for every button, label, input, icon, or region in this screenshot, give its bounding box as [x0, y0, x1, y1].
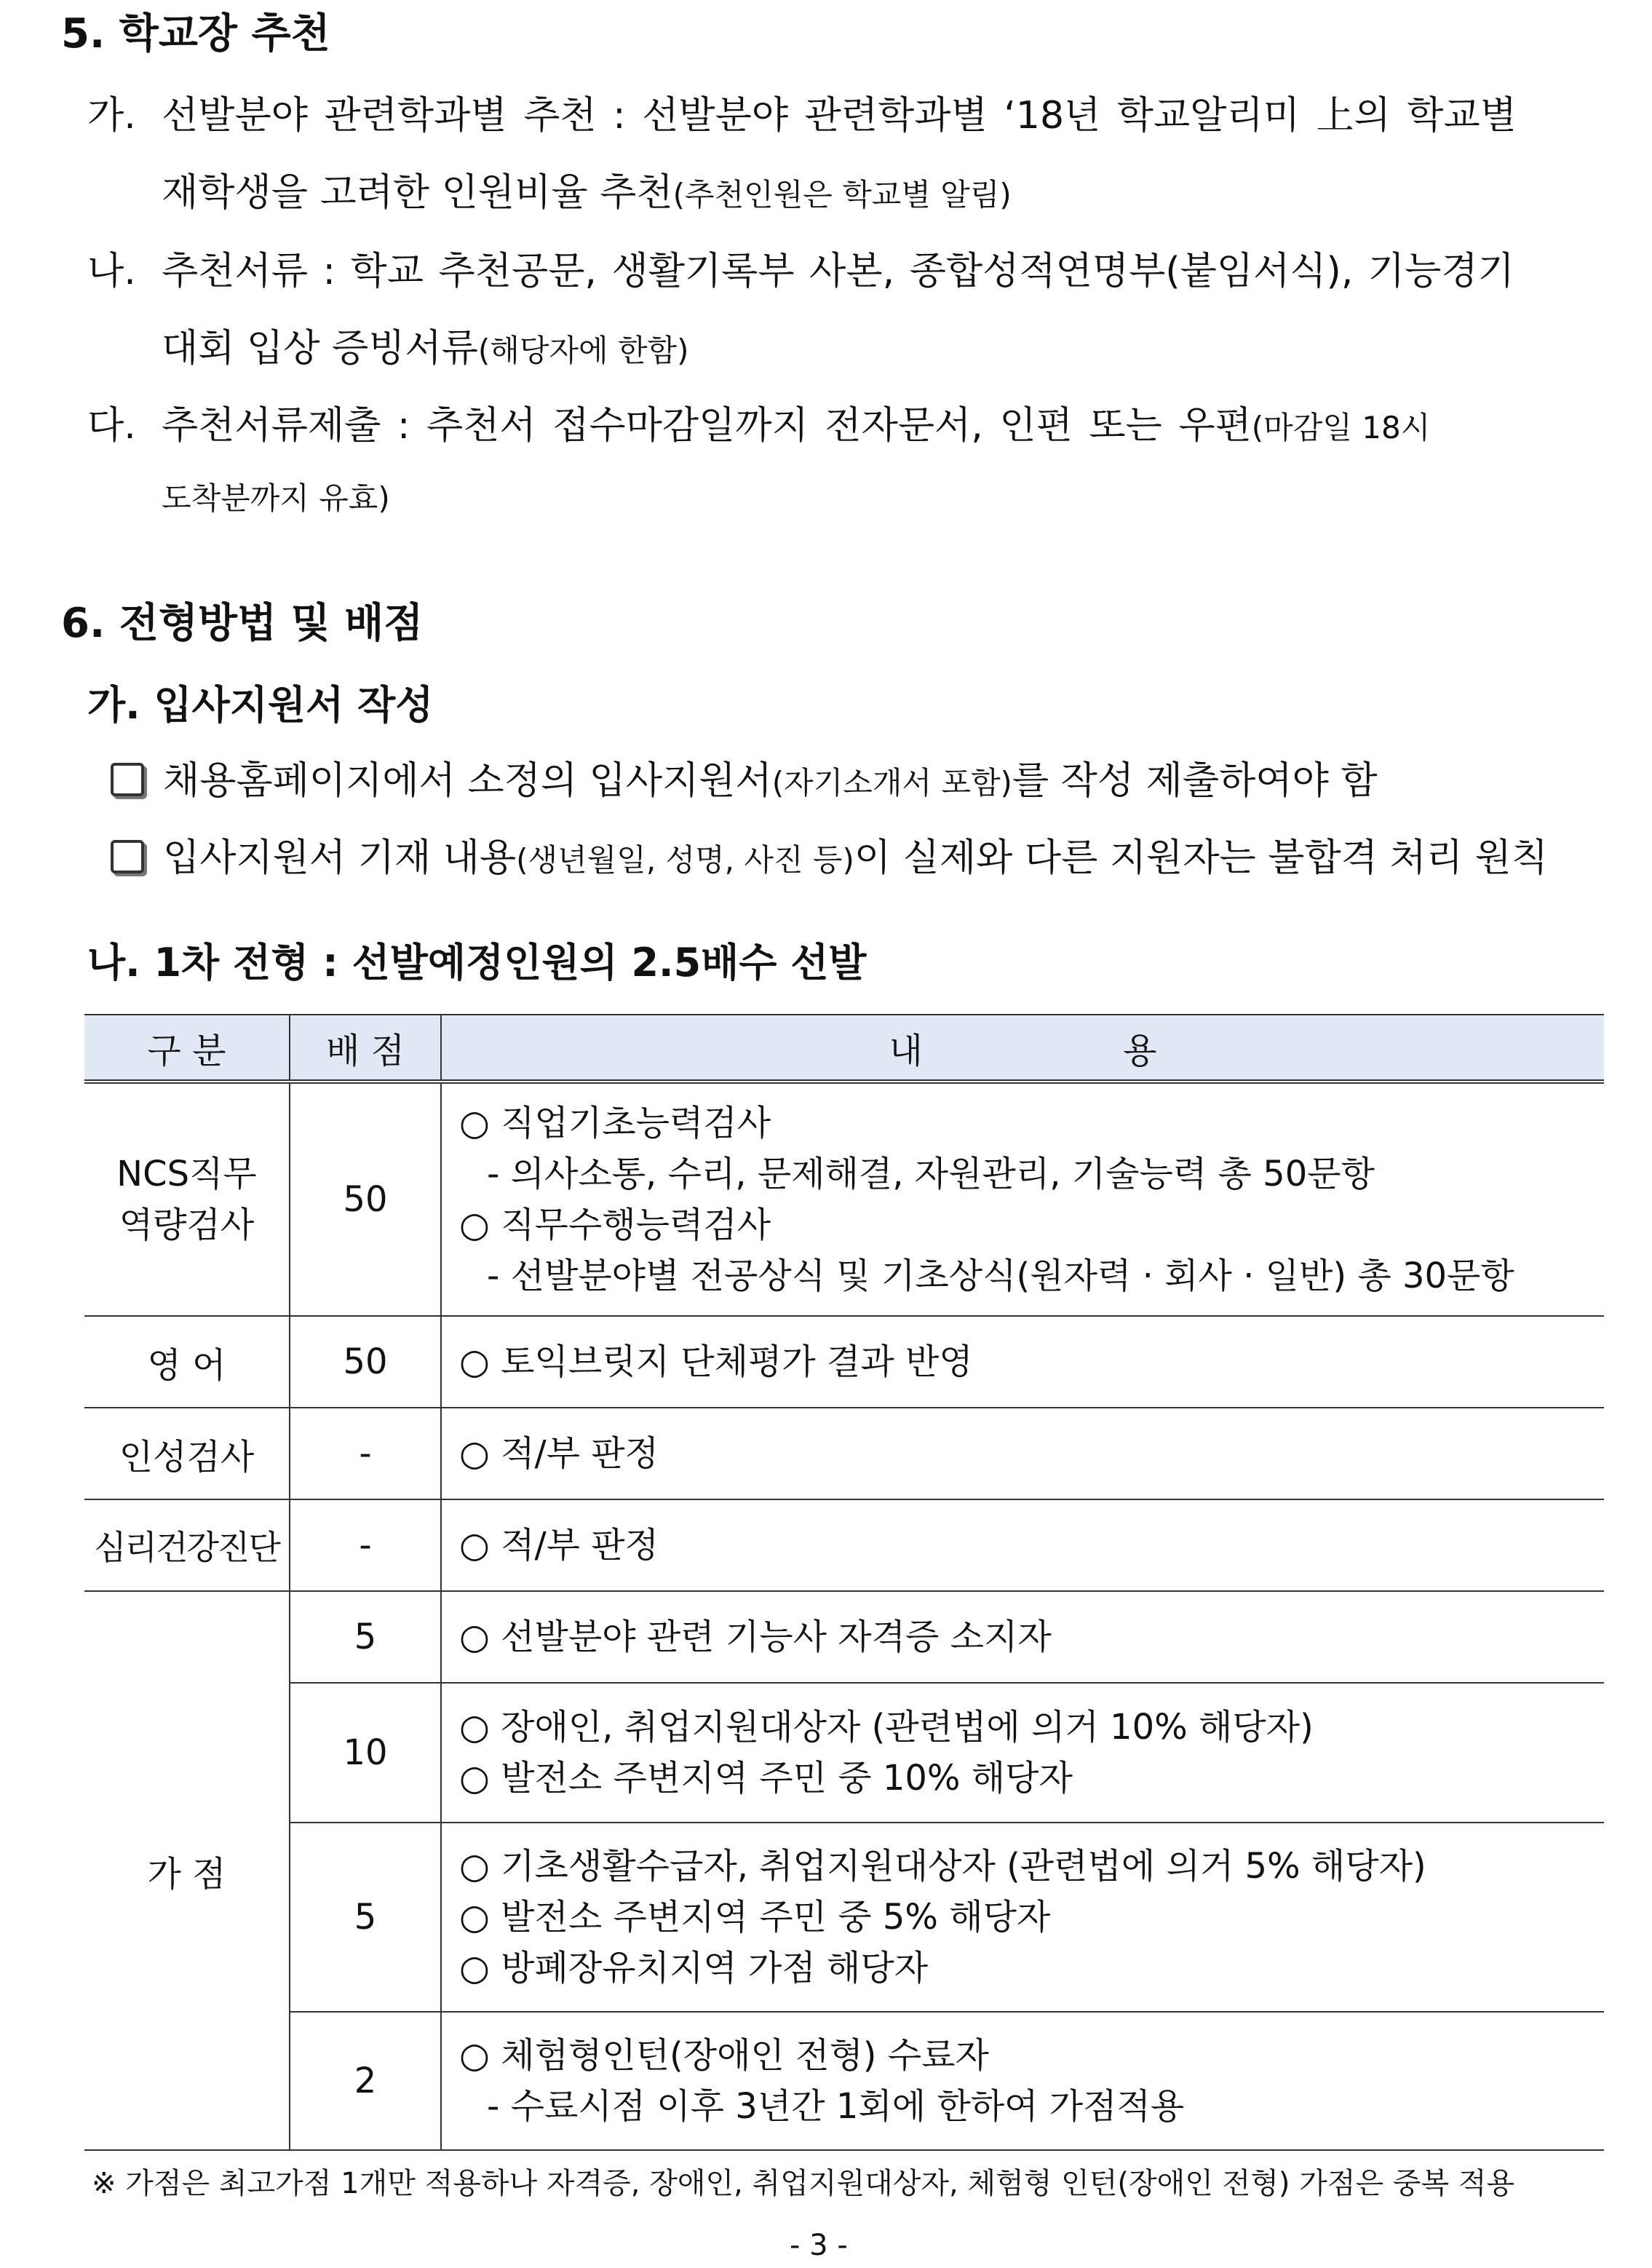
row-score: 50	[290, 1316, 441, 1408]
section5-ga-line2	[162, 162, 1012, 216]
section5-na-line2-main: 대회 입상 증빙서류	[162, 327, 478, 370]
header-score: 배 점	[290, 1015, 441, 1082]
row-content	[441, 1082, 1604, 1316]
section6-bullet2	[111, 827, 1548, 881]
section5-title: 5. 학교장 추천	[61, 10, 330, 58]
section6-bullet1	[111, 750, 1378, 804]
row-score: -	[290, 1499, 441, 1591]
section5-da-line2: 도착분까지 유효)	[162, 480, 390, 516]
row-content	[441, 1823, 1604, 2012]
table-row	[84, 2012, 1604, 2150]
section5-na-line2-small: (해당자에 한함)	[477, 333, 689, 368]
bullet1-main-b: 를 작성 제출하여야 함	[1012, 759, 1378, 803]
row-category: 인성검사	[84, 1408, 290, 1499]
row-content	[441, 1499, 1604, 1591]
content-line: - 수료시점 이후 3년간 1회에 한하여 가점적용	[487, 2086, 1185, 2127]
row-content	[441, 1408, 1604, 1499]
table-row	[84, 1591, 1604, 1683]
row-content	[441, 1316, 1604, 1408]
section5-da-label: 다.	[87, 404, 136, 448]
row-score: 2	[290, 2012, 441, 2150]
header-category: 구 분	[84, 1015, 290, 1082]
scoring-table	[84, 1014, 1604, 2151]
content-line: ○ 발전소 주변지역 주민 중 5% 해당자	[459, 1897, 1051, 1938]
table-row	[84, 1082, 1604, 1316]
row-content	[441, 1591, 1604, 1683]
table-row	[84, 1408, 1604, 1499]
row-score: 10	[290, 1683, 441, 1823]
section6-title: 6. 전형방법 및 배점	[61, 600, 424, 647]
bullet1-main-a: 채용홈페이지에서 소정의 입사지원서	[163, 759, 772, 803]
checkbox-bullet-icon	[111, 840, 144, 873]
table-header-row	[84, 1015, 1604, 1082]
section5-na-line2	[162, 317, 688, 372]
content-line: ○ 체험형인턴(장애인 전형) 수료자	[459, 2035, 989, 2076]
content-line: ○ 적/부 판정	[459, 1525, 659, 1566]
content-line: - 의사소통, 수리, 문제해결, 자원관리, 기술능력 총 50문항	[487, 1154, 1375, 1194]
section5-ga-line2-main: 재학생을 고려한 인원비율 추천	[162, 171, 673, 215]
content-line: ○ 직업기초능력검사	[459, 1103, 771, 1143]
content-line: ○ 적/부 판정	[459, 1433, 659, 1474]
table-row	[84, 1823, 1604, 2012]
row-category: 가 점	[84, 1591, 290, 2150]
table-row	[84, 1683, 1604, 1823]
bullet2-main-b: 이 실제와 다른 지원자는 불합격 처리 원칙	[854, 836, 1548, 880]
section5-ga-line1: 선발분야 관련학과별 추천 : 선발분야 관련학과별 ‘18년 학교알리미 上의 학교별	[162, 94, 1517, 138]
section5-ga-line2-small: (추천인원은 학교별 알림)	[672, 177, 1012, 213]
section5-da-line1-main: 추천서류제출 : 추천서 접수마감일까지 전자문서, 인편 또는 우편	[162, 404, 1252, 448]
content-line: ○ 선발분야 관련 기능사 자격증 소지자	[459, 1617, 1052, 1657]
row-score: 5	[290, 1823, 441, 2012]
content-line: - 선발분야별 전공상식 및 기초상식(원자력 · 회사 · 일반) 총 30문항	[487, 1256, 1514, 1296]
section5-da-line1-small: (마감일 18시	[1251, 410, 1431, 445]
footnote: ※ 가점은 최고가점 1개만 적용하나 자격증, 장애인, 취업지원대상자, 체험형 인턴(장애인 전형) 가점은 중복 적용	[92, 2167, 1515, 2200]
row-category: NCS직무 역량검사	[84, 1082, 290, 1316]
table-row	[84, 1316, 1604, 1408]
bullet2-small: (생년월일, 성명, 사진 등)	[516, 842, 854, 878]
row-content	[441, 1683, 1604, 1823]
checkbox-bullet-icon	[111, 763, 144, 796]
content-line: ○ 기초생활수급자, 취업지원대상자 (관련법에 의거 5% 해당자)	[459, 1846, 1426, 1887]
section6-na-title: 나. 1차 전형 : 선발예정인원의 2.5배수 선발	[87, 940, 867, 986]
row-content	[441, 2012, 1604, 2150]
row-score: 50	[290, 1082, 441, 1316]
row-score: 5	[290, 1591, 441, 1683]
content-line: ○ 토익브릿지 단체평가 결과 반영	[459, 1341, 973, 1382]
section5-na-label: 나.	[87, 250, 136, 293]
content-line: ○ 발전소 주변지역 주민 중 10% 해당자	[459, 1758, 1073, 1799]
header-content	[441, 1015, 1604, 1082]
row-category: 심리건강진단	[84, 1499, 290, 1591]
bullet2-main-a: 입사지원서 기재 내용	[163, 836, 517, 880]
table-row	[84, 1499, 1604, 1591]
header-content-label: 내 용	[889, 1030, 1157, 1071]
content-line: ○ 방폐장유치지역 가점 해당자	[459, 1948, 929, 1989]
bullet1-small: (자기소개서 포함)	[771, 765, 1012, 801]
content-line: ○ 직무수행능력검사	[459, 1205, 771, 1245]
row-category: 영 어	[84, 1316, 290, 1408]
row-score: -	[290, 1408, 441, 1499]
section6-ga-title: 가. 입사지원서 작성	[87, 682, 434, 728]
content-line: ○ 장애인, 취업지원대상자 (관련법에 의거 10% 해당자)	[459, 1707, 1314, 1748]
page-number: - 3 -	[790, 2229, 848, 2262]
section5-na-line1: 추천서류 : 학교 추천공문, 생활기록부 사본, 종합성적연명부(붙임서식), 기능경기	[162, 250, 1514, 293]
section5-da-line1	[162, 394, 1430, 449]
section5-ga-label: 가.	[87, 94, 136, 138]
